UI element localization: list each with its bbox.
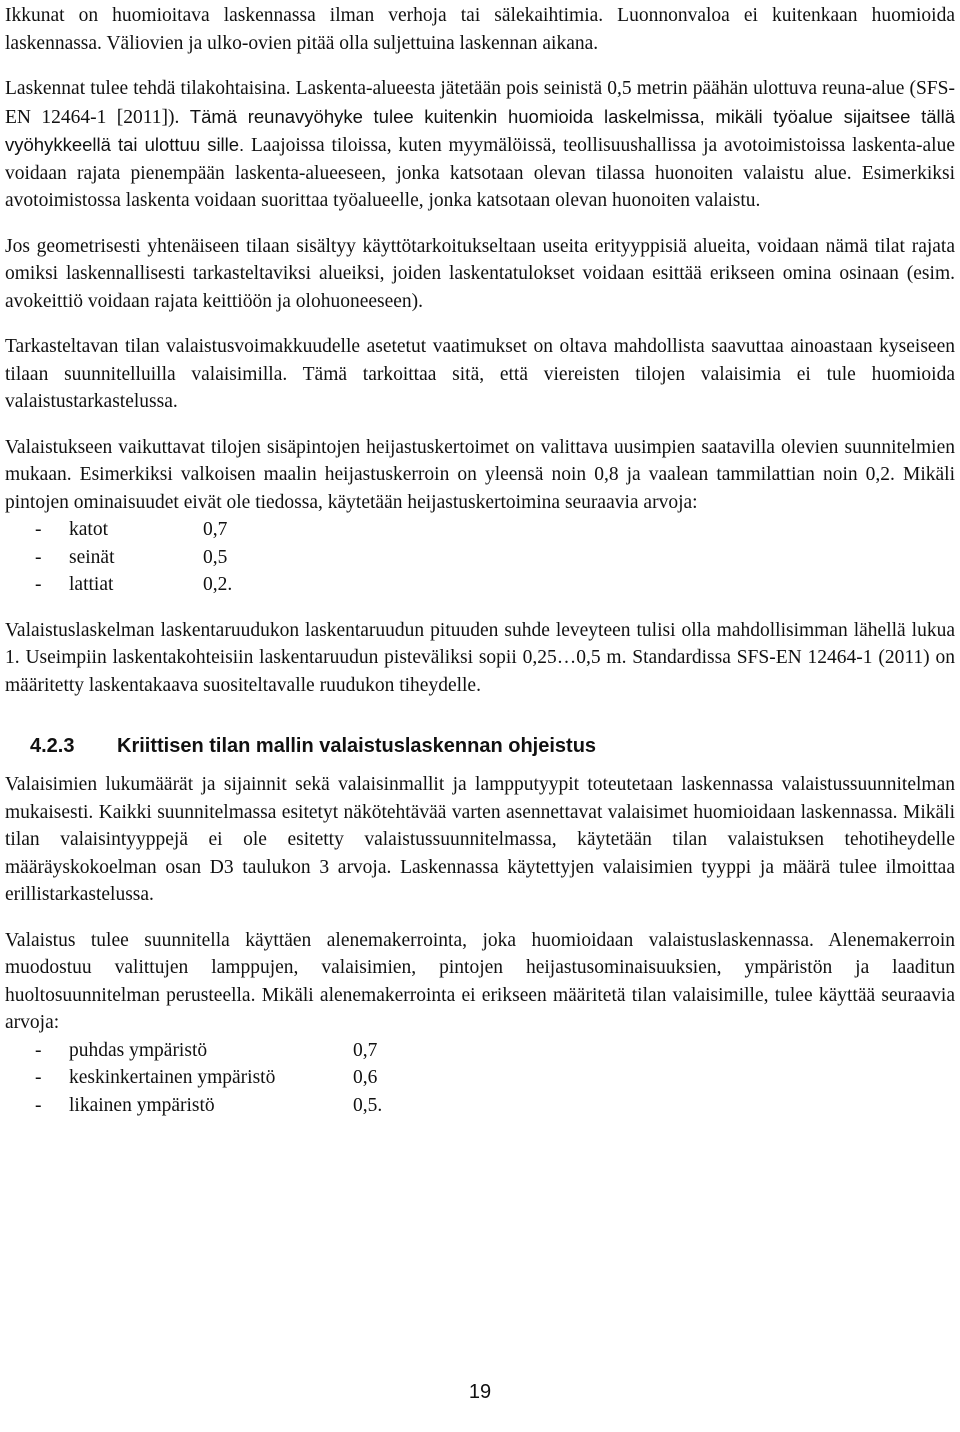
list-item — [5, 1064, 955, 1092]
paragraph-requirements: Tarkasteltavan tilan valaistusvoimakkuudelle asetetut vaatimukset on oltava mahdollista saavuttaa ainoastaan kyseiseen tilaan suunnitelluilla valaisimilla. Tämä tarkoittaa sitä, että viereisten tilojen valaisimia ei tule huomioida valaistustarkastelussa. — [5, 336, 955, 412]
section-number: 4.2.3 — [30, 735, 75, 757]
list-dash: - — [35, 1094, 42, 1116]
list-item-name: katot — [69, 519, 108, 540]
list-item — [5, 516, 955, 544]
paragraph-calculation-areas-part3: Laajoissa tiloissa, kuten myymälöissä, teollisuushallissa ja avotoimistoissa laskenta-alue voidaan rajata pienempään laskenta-alueeseen, jonka katsotaan olevan tilassa huonoiten valaistu alue. Esimerkiksi avotoimistossa laskenta voidaan suorittaa työalueelle, jonka katsotaan olevan huonoiten valaistu. — [5, 135, 955, 211]
paragraph-reflectance: Valaistukseen vaikuttavat tilojen sisäpintojen heijastuskertoimet on valittava uusimpien saatavilla olevien suunnitelmien mukaan. Esimerkiksi valkoisen maalin heijastuskerroin on yleensä noin 0,8 ja vaalean tammilattian noin 0,2. Mikäli pintojen ominaisuudet eivät ole tiedossa, käytetään heijastuskertoimina seuraavia arvoja: — [5, 436, 955, 513]
reflectance-values-list — [5, 516, 955, 599]
list-item — [5, 1037, 955, 1065]
list-dash: - — [35, 1039, 42, 1061]
list-dash: - — [35, 574, 42, 595]
list-item — [5, 1092, 955, 1120]
paragraph-calculation-areas — [5, 75, 955, 215]
maintenance-factor-list — [5, 1037, 955, 1120]
paragraph-maintenance-factor: Valaistus tulee suunnitella käyttäen alenemakerrointa, joka huomioidaan valaistuslaskennassa. Alenemakerroin muodostuu valittujen lamppujen, valaisimien, pintojen heijastusominaisuuksien, ympäristön ja laaditun huoltosuunnitelman perusteella. Mikäli alenemakerrointa ei erikseen määritetä tilan valaisimille, tulee käyttää seuraavia arvoja: — [5, 929, 955, 1033]
list-item-name: keskinkertainen ympäristö — [69, 1067, 276, 1088]
paragraph-calculation-areas-part2: Tämä reunavyöhyke tulee kuitenkin huomioida laskelmissa, mikäli työalue sijaitsee tällä vyöhykkeellä tai ulottuu sille. — [5, 105, 956, 155]
list-dash: - — [35, 546, 42, 568]
list-item-value: 0,5 — [203, 546, 228, 568]
paragraph-luminaires: Valaisimien lukumäärät ja sijainnit sekä valaisinmallit ja lampputyypit toteutetaan laskennassa valaistussuunnitelman mukaisesti. Kaikki suunnitelmassa esitetyt näkötehtävää varten asennettavat valaisimet huomioidaan laskennassa. Mikäli tilan valaisintyyppejä ei ole esitetty valaistussuunnitelmassa, käytetään tilan valaistuksen tehotiheydelle määräyskokoelman osan D3 taulukon 3 arvoja. Laskennassa käytettyjen valaisimien tyyppi ja määrä tulee ilmoittaa erillistarkastelussa. — [5, 774, 955, 905]
paragraph-grid: Valaistuslaskelman laskentaruudukon laskentaruudun pituuden suhde leveyteen tulisi olla mahdollisimman lähellä lukua 1. Useimpiin laskentakohteisiin laskentaruudun pisteväliksi sopii 0,25…0,5 m. Standardissa SFS-EN 12464-1 (2011) on määritetty laskentakaava suositeltavalle ruudukon tiheydelle. — [5, 619, 955, 696]
list-item — [5, 544, 955, 572]
paragraph-geometric-areas: Jos geometrisesti yhtenäiseen tilaan sisältyy käyttötarkoitukseltaan useita erityyppisiä alueita, voidaan nämä tilat rajata omiksi laskennallisesti tarkasteltaviksi alueiksi, joiden laskentatulokset voidaan esittää erikseen omina osinaan (esim. avokeittiö voidaan rajata keittiöön ja olohuoneeseen). — [5, 235, 955, 312]
list-item-name: likainen ympäristö — [69, 1094, 215, 1116]
section-title: Kriittisen tilan mallin valaistuslaskennan ohjeistus — [117, 735, 597, 757]
list-item-value: 0,7 — [203, 519, 228, 540]
list-item-name: puhdas ympäristö — [69, 1039, 208, 1061]
list-dash: - — [35, 1067, 42, 1088]
list-item — [5, 571, 955, 599]
list-dash: - — [35, 519, 42, 540]
paragraph-calculation-areas-part1: Laskennat tulee tehdä tilakohtaisina. Laskenta-alueesta jätetään pois seinistä 0,5 metrin päähän ulottuva reuna-alue (SFS-EN 12464-1 [2011]). — [5, 78, 955, 128]
list-item-name: seinät — [69, 546, 115, 568]
list-item-value: 0,6 — [353, 1067, 378, 1088]
paragraph-windows: Ikkunat on huomioitava laskennassa ilman verhoja tai sälekaihtimia. Luonnonvaloa ei kuitenkaan huomioida laskennassa. Väliovien ja ulko-ovien pitää olla suljettuina laskennan aikana. — [5, 5, 955, 54]
list-item-value: 0,7 — [353, 1039, 378, 1061]
page-number: 19 — [468, 1381, 492, 1403]
list-item-value: 0,5. — [353, 1094, 383, 1116]
list-item-value: 0,2. — [203, 574, 233, 595]
section-heading — [5, 733, 955, 759]
list-item-name: lattiat — [69, 574, 114, 595]
